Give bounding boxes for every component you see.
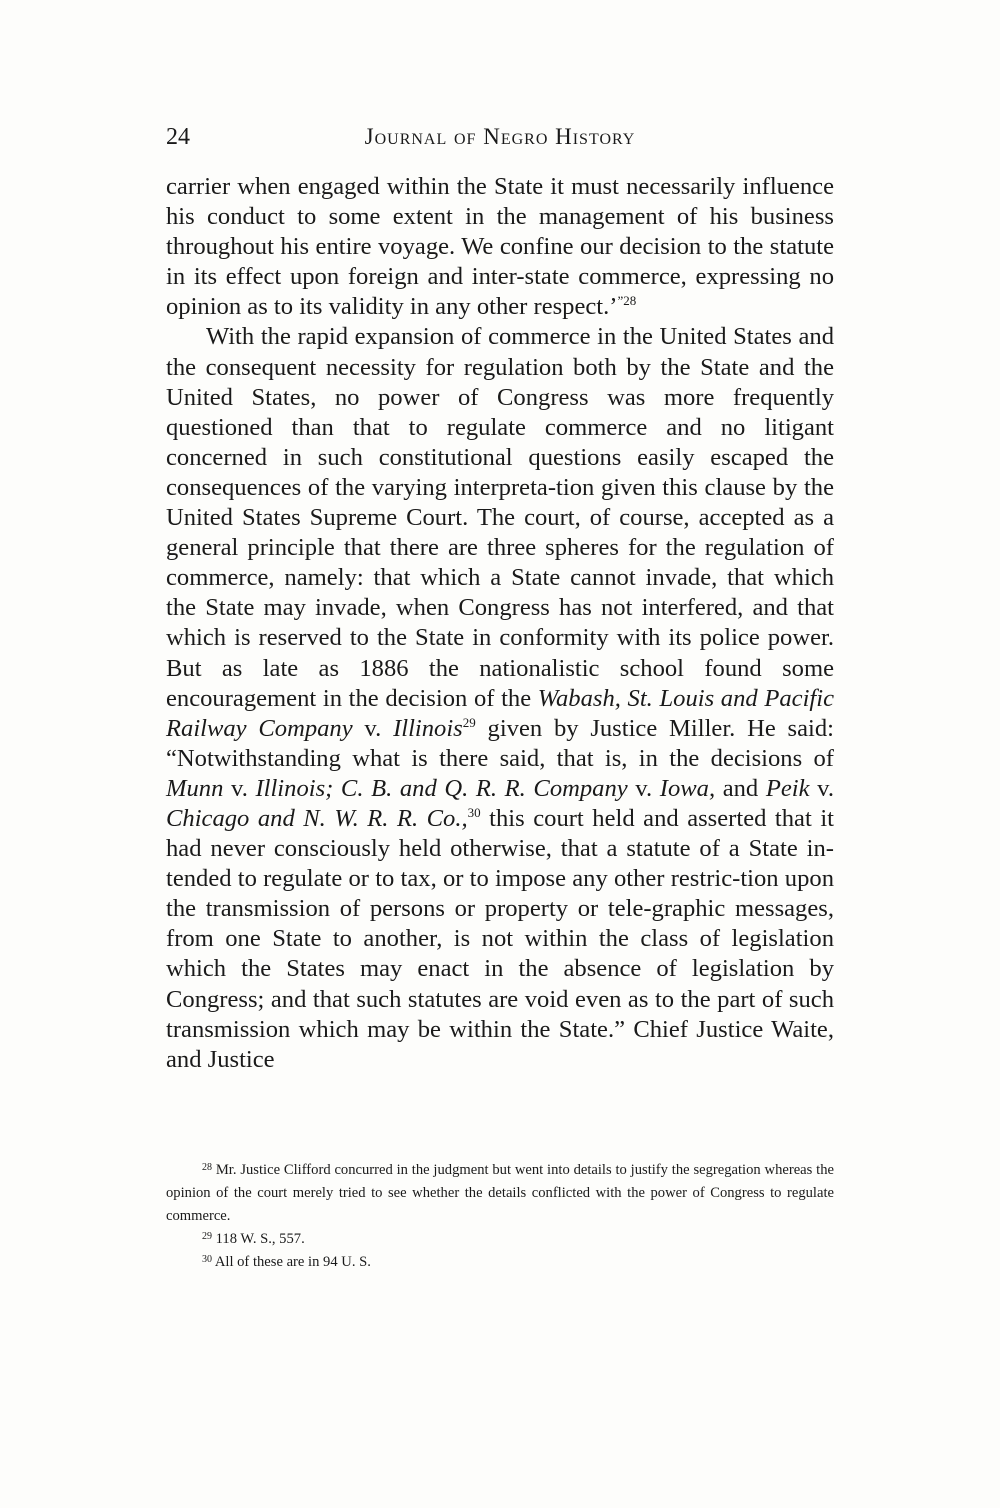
paragraph-2-text-a: With the rapid expansion of commerce in the United States and the consequent necessity for regulation both by the State and the United States, no power of Congress was more frequently questioned than that to regulate commerce and no litigant concerned in such constitutional questions easily escaped the consequences of the varying interpreta-tion given this clause by the United States Supreme Court. The court, of course, accepted as a general principle that there are three spheres for the regulation of commerce, namely: that which a State cannot invade, that which the State may invade, when Congress has not interfered, and that which is reserved to the State in conformity with its police power. But as late as 1886 the nationalistic school found some encouragement in the decision of the	[166, 323, 834, 712]
versus: v.	[352, 714, 394, 742]
paragraph-1	[166, 172, 834, 322]
case-name-wabash: Wabash, St. Louis and Pacific Railway Company	[166, 684, 834, 742]
case-name-chicago-nw: Chicago and N. W. R. R. Co.,	[166, 804, 468, 832]
paragraph-1-text: carrier when engaged within the State it must necessarily influence his conduct to some extent in the management of his business throughout his entire voyage. We confine our decision to the statute in its effect upon foreign and inter-state commerce, expressing no opinion as to its validity in any other respect.’	[166, 173, 834, 321]
footnote-text: Mr. Justice Clifford concurred in the judgment but went into details to justify the segregation whereas the opinion of the court merely tried to see whether the details conflicted with the power of Congress to regulate commerce.	[166, 1162, 834, 1224]
paragraph-2-text-c: this court held and asserted that it had never consciously held otherwise, that a statute of a State in-tended to regulate or to tax, or to impose any other restric-tion upon the transmission of persons or property or tele-graphic messages, from one State to another, is not within the class of legislation which the States may enact in the absence of legislation by Congress; and that such statutes are void even as to the part of such transmission which may be within the State.” Chief Justice Waite, and Justice	[166, 804, 834, 1073]
versus: v.	[223, 774, 256, 802]
versus: v.	[809, 774, 834, 802]
versus: v.	[627, 774, 660, 802]
page-header	[166, 122, 834, 156]
footnotes	[166, 1159, 834, 1274]
footnote-ref-30: 30	[467, 804, 481, 820]
footnote-text: 118 W. S., 557.	[215, 1231, 305, 1247]
case-name-peik: Peik	[765, 774, 810, 802]
case-name-illinois-cbq: Illinois; C. B. and Q. R. R. Company	[255, 774, 628, 802]
footnote-text: All of these are in 94 U. S.	[214, 1254, 371, 1270]
footnote-30	[166, 1251, 834, 1274]
paragraph-2	[166, 322, 834, 1074]
footnote-ref-28: ”28	[617, 293, 637, 309]
page-number: 24	[166, 124, 190, 150]
footnote-number: 30	[202, 1254, 212, 1265]
body-text	[166, 172, 834, 1075]
footnote-number: 29	[202, 1231, 212, 1242]
conjunction: and	[715, 774, 766, 802]
case-name-illinois: Illinois	[393, 714, 463, 742]
footnote-28	[166, 1159, 834, 1228]
paragraph-2-text-b: given by Justice Miller. He said: “Notwithstanding what is there said, that is, in the decisions of	[166, 714, 834, 772]
running-title: Journal of Negro History	[364, 124, 636, 149]
footnote-number: 28	[202, 1162, 212, 1173]
case-name-iowa: Iowa,	[659, 774, 716, 802]
footnote-ref-29: 29	[462, 714, 476, 730]
footnote-29	[166, 1228, 834, 1251]
case-name-munn: Munn	[166, 774, 224, 802]
